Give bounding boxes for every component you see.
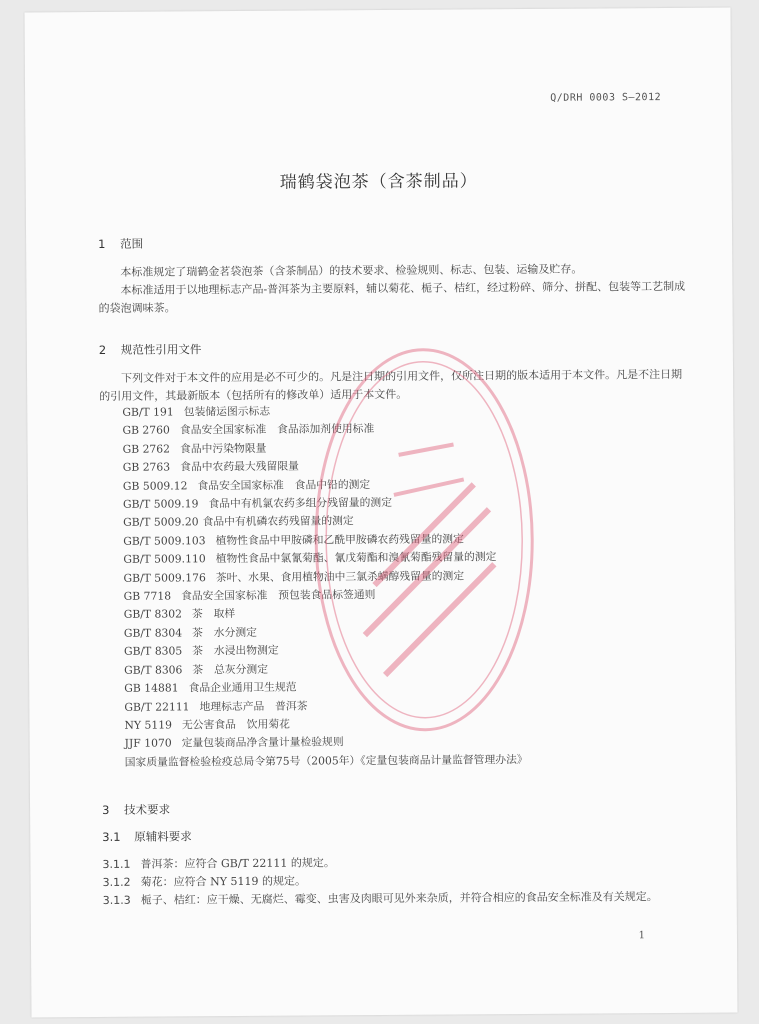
section-3-heading: [102, 801, 170, 817]
reference-item: GB/T 5009.110 植物性食品中氯氰菊酯、氰戊菊酯和溴氰菊酯残留量的测定: [123, 550, 497, 567]
subsection-number: 3.1: [102, 829, 121, 844]
reference-item: GB/T 5009.20 食品中有机磷农药残留量的测定: [123, 514, 354, 530]
seal-mark-strokes: [364, 484, 495, 675]
section-title: 范围: [120, 236, 144, 251]
reference-item: GB 2760 食品安全国家标准 食品添加剂使用标准: [122, 422, 375, 438]
subsection-title: 原辅料要求: [134, 829, 192, 844]
standard-code: Q/DRH 0003 S—2012: [550, 92, 662, 104]
reference-item: GB 7718 食品安全国家标准 预包装食品标签通则: [123, 588, 376, 603]
reference-item: GB/T 5009.176 茶叶、水果、食用植物油中三氯杀螨醇残留量的测定: [123, 569, 465, 585]
reference-item: GB/T 191 包装储运图示标志: [122, 404, 271, 419]
section-number: 1: [98, 236, 106, 251]
reference-item: GB/T 8304 茶 水分测定: [123, 625, 257, 640]
reference-item: GB 14881 食品企业通用卫生规范: [124, 680, 297, 695]
reference-item: GB/T 5009.19 食品中有机氯农药多组分残留量的测定: [122, 495, 393, 511]
reference-item: GB/T 5009.103 植物性食品中甲胺磷和乙酰甲胺磷农药残留量的测定: [123, 532, 464, 548]
seal-outer-ring: [315, 349, 534, 730]
section-2-heading: [99, 341, 202, 358]
section-1-heading: [98, 236, 143, 252]
document-page: [25, 8, 738, 1018]
reference-item: NY 5119 无公害食品 饮用菊花: [124, 717, 290, 732]
reference-item: 国家质量监督检验检疫总局令第75号（2005年）《定量包装商品计量监督管理办法》: [124, 752, 528, 769]
clause-3-1-3: 3.1.3 栀子、桔红：应干燥、无腐烂、霉变、虫害及肉眼可见外来杂质，并符合相应的食品安全标准及有关规定。: [102, 890, 658, 907]
section-title: 规范性引用文件: [120, 342, 202, 357]
section-number: 3: [102, 802, 110, 817]
scope-paragraph-2: 本标准适用于以地理标志产品-普洱茶为主要原料，辅以菊花、栀子、桔红，经过粉碎、筛分、拼配、包装等工艺制成的袋泡调味茶。: [98, 279, 686, 315]
section-title: 技术要求: [124, 802, 171, 817]
subsection-3-1-heading: [102, 828, 192, 845]
seal-inner-ring: [325, 361, 523, 718]
reference-item: GB/T 8306 茶 总灰分测定: [124, 662, 269, 677]
section-number: 2: [98, 342, 107, 357]
reference-item: GB/T 8302 茶 取样: [123, 607, 236, 622]
reference-item: GB/T 8305 茶 水浸出物测定: [123, 643, 279, 659]
page-number: 1: [638, 930, 645, 942]
reference-item: JJF 1070 定量包装商品净含量计量检验规则: [124, 735, 344, 751]
reference-item: GB/T 22111 地理标志产品 普洱茶: [124, 699, 308, 714]
reference-item: GB 2763 食品中农药最大残留限量: [122, 459, 299, 475]
clause-3-1-2: 3.1.2 菊花：应符合 NY 5119 的规定。: [102, 874, 306, 889]
clause-3-1-1: 3.1.1 普洱茶：应符合 GB/T 22111 的规定。: [102, 856, 335, 871]
official-seal-stamp: [303, 334, 546, 746]
references-intro: 下列文件对于本文件的应用是必不可少的。凡是注日期的引用文件，仅所注日期的版本适用于本文件。凡是不注日期的引用文件，其最新版本（包括所有的修改单）适用于本文件。: [99, 367, 683, 403]
seal-mark-strokes-upper: [394, 444, 464, 494]
document-title: 瑞鹤袋泡茶（含茶制品）: [279, 171, 478, 193]
reference-item: GB 5009.12 食品安全国家标准 食品中铅的测定: [122, 477, 371, 493]
reference-item: GB 2762 食品中污染物限量: [122, 441, 267, 456]
scope-paragraph-1: 本标准规定了瑞鹤金茗袋泡茶（含茶制品）的技术要求、检验规则、标志、包装、运输及贮存。: [120, 262, 583, 279]
